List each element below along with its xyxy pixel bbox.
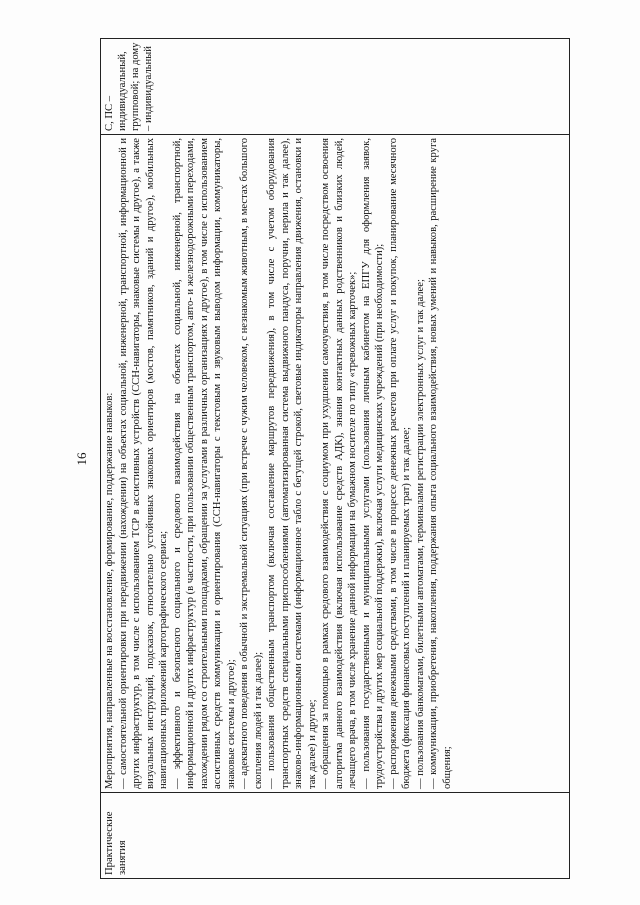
table-row: [101, 39, 570, 879]
program-table: [100, 38, 570, 879]
list-item: — пользования банкоматами, билетными автоматами, терминалами регистрации электронных услуг и так далее;: [414, 279, 426, 789]
list-item: — эффективного и безопасного социального и средового взаимодействия на объектах социальной, инженерной, транспортной, информационной и других инфраструктур (в частности, при пользовании общественным транспортом, авто- и железнодорожными переходами, нахождении рядом со строительными площадками, обращении за услугами в различных организациях и другое), в том числе с использованием ассистивных средств коммуникации и ориентирования (ССН-навигаторы с текстовым и звуковым выводом информации, коммуникаторы, знаковые системы и другое);: [171, 138, 237, 789]
service-form: С, ПС – индивидуальный, групповой; на дому – индивидуальный: [104, 42, 154, 131]
activity-type: Практические занятия: [104, 811, 128, 875]
list-item: — распоряжения денежными средствами, в том числе в процессе денежных расчетов при оплате услуг и покупок, планирование месячного бюджета (фиксация финансовых поступлений и планируемых трат) и так далее;: [387, 138, 412, 789]
form-cell: [101, 39, 570, 135]
list-item: — пользования общественным транспортом (включая составление маршрутов передвижения), в том числе с учетом оборудования транспортных средств специальными приспособлениями (автоматизированная система выдвижного пандуса, поручни, перила и так далее), знаково-информационными системами (информационное табло с бегущей строкой, световые индикаторы направления движения, остановки и так далее) и другое;: [266, 138, 318, 789]
list-item: — пользования государственными и муниципальными услугами (пользования личным кабинетом на ЕПГУ для оформления заявок, трудоустройства и других мер социальной поддержки), включая услуги медицинских учреждений (при необходимости);: [360, 138, 385, 789]
list-item: — самостоятельной ориентировки при передвижении (нахождении) на объектах социальной, инженерной, транспортной, информационной и других инфраструктур, в том числе с использованием ТСР в ассистивных устройств (ССН-навигаторы, знаковые системы и другое), а также визуальных инструкций, подсказок, относительно устойчивых знаковых ориентиров (мостов, памятников, зданий и другое), мобильных навигационных приложений картографического сервиса;: [117, 138, 169, 789]
content-intro: Мероприятия, направленные на восстановление, формирование, поддержание навыков:: [104, 392, 115, 789]
list-item: — коммуникации, приобретения, накопления, поддержания опыта социального взаимодействия, новых умений и навыков, расширение круга общения;: [428, 138, 453, 789]
content-text: [103, 138, 454, 789]
page-number: 16: [74, 452, 89, 466]
list-item: — обращения за помощью в рамках средового взаимодействия с социумом при ухудшении самочувствия, в том числе посредством освоения алгоритма данного взаимодействия (включая использование средств АДК), знания контактных данных родственников и близких людей, лечащего врача, в том числе хранение данной информации на бумажном носителе по типу «тревожных карточек»;: [320, 138, 358, 789]
content-cell: [101, 135, 570, 793]
activity-type-cell: [101, 793, 570, 879]
list-item: — адекватного поведения в обычной и экстремальной ситуациях (при встрече с чужим человеком, с незнакомым животным, в местах большого скопления людей и так далее);: [239, 138, 264, 789]
rotated-sheet: [74, 39, 574, 879]
